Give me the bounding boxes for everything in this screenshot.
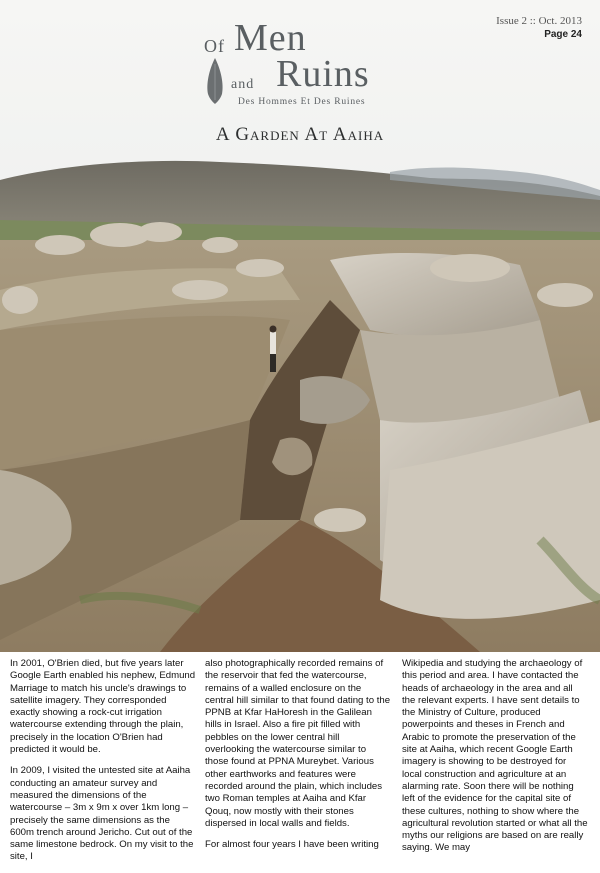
paragraph: Wikipedia and studying the archaeology of this period and area. I have contacted the heads of archaeology in the area and all the relevant experts. I have sent details to the Ministry of Culture, produced powerpoints and theses in French and Arabic to promote the preservation of the site at Aaiha, which recent Google Earth imagery is showing to be destroyed for local construction and agriculture at an alarming rate. Soon there will be nothing left of the evidence for the capital site of these cultures, nothing to show where the agricultural revolution started or what all the myths our religions are based on are really saying. We may [402,658,588,854]
page-number: Page 24 [544,29,582,40]
logo-subtitle: Des Hommes Et Des Ruines [238,97,366,107]
paragraph: For almost four years I have been writing [205,839,379,851]
article-body [0,658,600,863]
article-title: A Garden At Aaiha [215,124,385,145]
text-column-3 [402,658,588,864]
text-column-2 [205,658,391,860]
masthead [0,0,600,150]
issue-info [496,14,582,42]
paragraph: also photographically recorded remains of the reservoir that fed the watercourse, remains of a walled enclosure on the central hill similar to that found dating to the PPNB at Kfar HaHoresh in the Galilean hills in Israel. Also a fire pit filled with pebbles on the lower central hill overlooking the watercourse similar to those found at PPNA Mureybet. Various other earthworks and features were recorded around the plain, which includes two Roman temples at Aaiha and Kfar Qouq, now mostly with their stones dispersed in local walls and fields. [205,658,391,829]
paragraph: In 2009, I visited the untested site at Aaiha conducting an amateur survey and measured the dimensions of the watercourse – 3m x 9m x over 1km long – precisely the same dimensions as the 600m trench around Jericho. Cut out of the same limestone bedrock. On my visit to the site, I [10,765,194,863]
logo-word-men: Men [234,17,307,59]
arrowhead-icon [204,58,226,104]
text-column-1 [10,658,196,873]
logo-word-of: Of [204,36,225,56]
paragraph: In 2001, O'Brien died, but five years later Google Earth enabled his nephew, Edmund Marriage to match his uncle's drawings to satellite imagery. They corresponded exactly showing a rock-cut irrigation watercourse extending through the plain, precisely in the location O'Brien had predicted it would be. [10,658,196,756]
issue-label: Issue 2 :: Oct. 2013 [496,15,582,27]
logo-word-ruins: Ruins [276,53,370,95]
magazine-logo [200,14,410,107]
logo-word-and: and [231,77,255,92]
